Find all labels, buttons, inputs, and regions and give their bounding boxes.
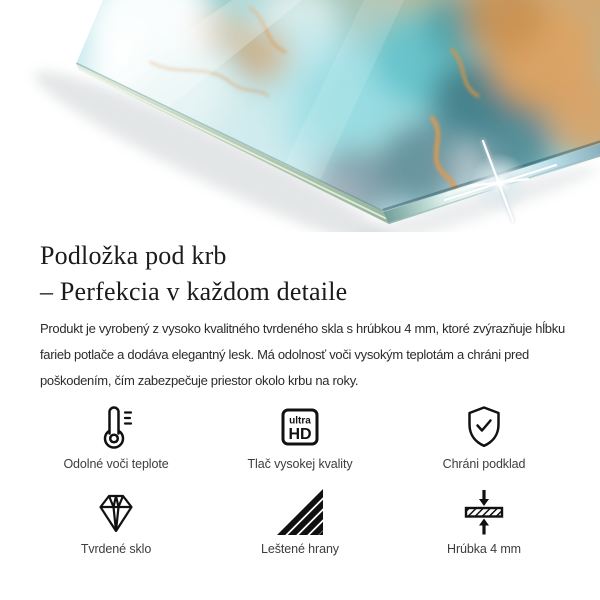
- product-description: [40, 316, 565, 394]
- feature-label: Tlač vysokej kvality: [247, 457, 353, 471]
- description-line: Produkt je vyrobený z vysoko kvalitného tvrdeného skla s hrúbkou 4 mm, ktoré zvýrazňuje hĺbku: [40, 321, 565, 336]
- feature-label: Chráni podklad: [442, 457, 526, 471]
- features-grid: [24, 402, 576, 557]
- feature-label: Odolné voči teplote: [63, 457, 169, 471]
- feature-thickness: [392, 487, 576, 557]
- product-photo: [0, 0, 600, 232]
- glass-pad-image: [0, 0, 600, 232]
- description-line: farieb potlače a dodáva elegantný lesk. Má odolnosť voči vysokým teplotám a chráni pred: [40, 347, 529, 362]
- feature-print-quality: [208, 402, 392, 472]
- ultra-hd-icon: [276, 402, 324, 452]
- feature-label: Hrúbka 4 mm: [447, 542, 521, 556]
- description-line: poškodením, čím zabezpečuje priestor okolo krbu na roky.: [40, 373, 359, 388]
- page-title-line2: – Perfekcia v každom detaile: [40, 277, 348, 306]
- feature-label: Tvrdené sklo: [80, 542, 152, 556]
- feature-heat-resistant: [24, 402, 208, 472]
- feature-polished-edges: [208, 487, 392, 557]
- shield-check-icon: [460, 402, 508, 452]
- page-title: [40, 238, 560, 310]
- feature-protects-surface: [392, 402, 576, 472]
- page-title-line1: Podložka pod krb: [40, 241, 227, 270]
- product-info-section: [0, 238, 600, 557]
- feature-label: Leštené hrany: [261, 542, 339, 556]
- thickness-press-icon: [460, 487, 508, 537]
- svg-text:HD: HD: [288, 426, 312, 443]
- svg-text:ultra: ultra: [289, 415, 311, 427]
- thermometer-icon: [92, 402, 140, 452]
- polished-edges-icon: [276, 487, 324, 537]
- diamond-icon: [92, 487, 140, 537]
- feature-tempered-glass: [24, 487, 208, 557]
